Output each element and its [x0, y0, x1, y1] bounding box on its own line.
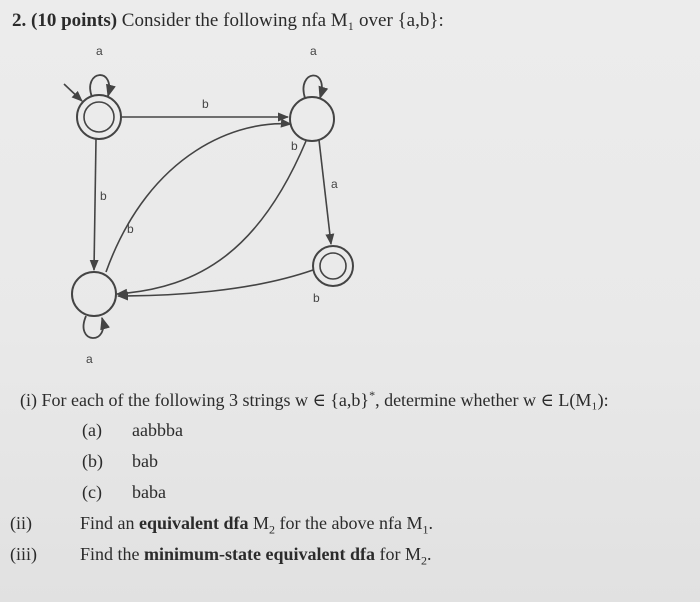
loop-q3 — [84, 316, 104, 338]
edge-q0-q3 — [94, 139, 96, 270]
item-a-value: aabbba — [132, 420, 183, 440]
part-iii-pre: Find the — [80, 544, 145, 564]
label-q3-loop: a — [86, 352, 93, 366]
edge-q1-q2 — [319, 140, 331, 244]
part-ii-sub-b: 1 — [422, 522, 429, 537]
label-q0-q3: b — [100, 189, 107, 203]
part-i-star: * — [369, 388, 376, 402]
problem-statement: Consider the following nfa M₁ over {a,b}: — [121, 10, 444, 31]
edge-q1-q3-curve — [117, 141, 306, 294]
part-i-question — [20, 388, 609, 411]
part-iii-bold: minimum-state equivalent dfa — [144, 544, 376, 564]
item-c-marker: (c) — [82, 482, 102, 502]
item-b-value: bab — [132, 451, 158, 471]
label-q0-loop: a — [96, 44, 103, 58]
part-i-text-before: For each of the following 3 strings w ∈ {a,b} — [41, 390, 370, 410]
state-q3 — [72, 272, 116, 316]
item-a-marker: (a) — [82, 420, 102, 440]
problem-number: 2. — [12, 10, 27, 31]
part-i-marker: (i) — [20, 390, 37, 410]
part-ii-post: for the above nfa M — [275, 513, 423, 533]
part-ii-pre: Find an — [80, 513, 140, 533]
part-ii-text — [80, 513, 433, 538]
start-arrow — [64, 84, 82, 101]
label-q1-q2: a — [331, 177, 338, 191]
part-i-text-after: , determine whether w ∈ L(M₁): — [375, 390, 609, 410]
part-ii-bold: equivalent dfa — [139, 513, 249, 533]
state-q0 — [77, 95, 121, 139]
problem-points: (10 points) — [31, 10, 118, 31]
part-iii-end: . — [427, 544, 432, 564]
part-iii-sub-a: 2 — [421, 553, 428, 568]
part-ii-end: . — [428, 513, 433, 533]
state-q1 — [290, 97, 334, 141]
loop-q1 — [303, 75, 321, 98]
part-ii-mid: M — [248, 513, 270, 533]
label-curve: b — [127, 222, 134, 236]
item-b-marker: (b) — [82, 451, 103, 471]
label-q0-q1: b — [202, 97, 209, 111]
edge-q2-q3 — [118, 270, 313, 296]
part-ii-marker: (ii) — [10, 513, 32, 533]
edge-q3-q1-curve — [106, 124, 291, 272]
label-q1-q3: b — [291, 139, 298, 153]
part-iii-marker: (iii) — [10, 544, 37, 564]
item-c-value: baba — [132, 482, 166, 502]
label-q2-q3: b — [313, 291, 320, 305]
part-ii-sub-a: 2 — [269, 522, 276, 537]
label-q1-loop: a — [310, 44, 317, 58]
part-iii-text — [80, 544, 432, 569]
loop-q0 — [90, 75, 109, 97]
state-q2 — [313, 246, 353, 286]
part-iii-mid: for M — [375, 544, 422, 564]
